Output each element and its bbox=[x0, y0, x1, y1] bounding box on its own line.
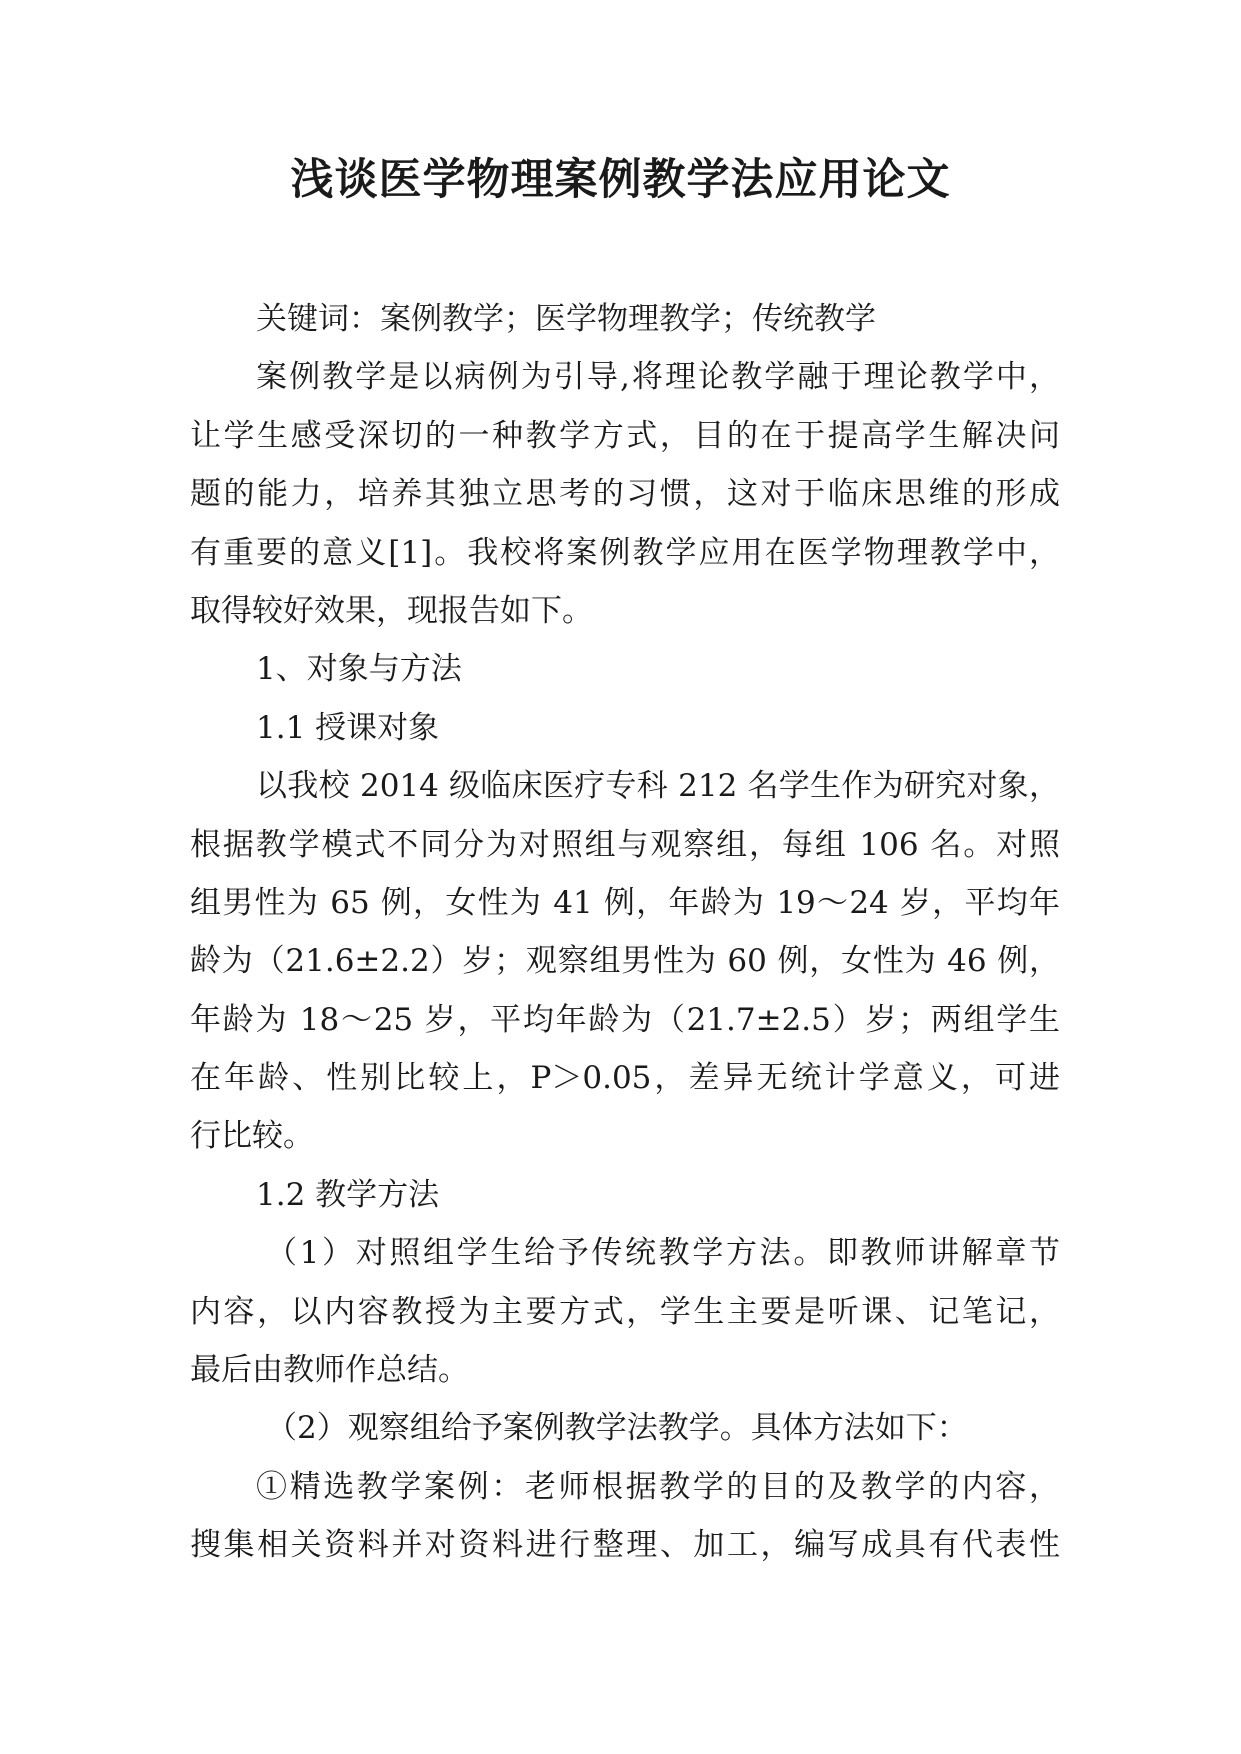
paragraph-line: 取得较好效果，现报告如下。 bbox=[190, 592, 593, 629]
document-title: 浅谈医学物理案例教学法应用论文 bbox=[290, 155, 951, 205]
paragraph-line: 案例教学是以病例为引导,将理论教学融于理论教学中， bbox=[256, 359, 1060, 396]
subsection-heading: 1.1 授课对象 bbox=[256, 709, 440, 746]
paragraph-line: 内容，以内容教授为主要方式，学生主要是听课、记笔记， bbox=[190, 1293, 1060, 1330]
paragraph-line: 龄为（21.6±2.2）岁；观察组男性为 60 例，女性为 46 例， bbox=[190, 943, 1060, 980]
paragraph-line: （1）对照组学生给予传统教学方法。即教师讲解章节 bbox=[266, 1235, 1060, 1272]
paragraph-line: ①精选教学案例：老师根据教学的目的及教学的内容， bbox=[256, 1468, 1060, 1505]
paragraph-line: 根据教学模式不同分为对照组与观察组，每组 106 名。对照 bbox=[190, 826, 1060, 863]
section-heading: 1、对象与方法 bbox=[256, 651, 462, 688]
keywords-line: 关键词：案例教学；医学物理教学；传统教学 bbox=[256, 301, 876, 337]
paragraph-line: 让学生感受深切的一种教学方式，目的在于提高学生解决问 bbox=[190, 417, 1060, 454]
paragraph-line: 有重要的意义[1]。我校将案例教学应用在医学物理教学中， bbox=[190, 534, 1060, 571]
paragraph-line: 最后由教师作总结。 bbox=[190, 1352, 469, 1389]
paragraph-line: 组男性为 65 例，女性为 41 例，年龄为 19～24 岁，平均年 bbox=[190, 884, 1060, 921]
paragraph-line: 题的能力，培养其独立思考的习惯，这对于临床思维的形成 bbox=[190, 476, 1060, 513]
paragraph-line: 以我校 2014 级临床医疗专科 212 名学生作为研究对象， bbox=[256, 768, 1060, 805]
paragraph-line: 年龄为 18～25 岁，平均年龄为（21.7±2.5）岁；两组学生 bbox=[190, 1001, 1060, 1038]
document-body bbox=[190, 290, 1060, 1575]
paragraph-line: （2）观察组给予案例教学法教学。具体方法如下： bbox=[266, 1410, 968, 1447]
subsection-heading: 1.2 教学方法 bbox=[256, 1176, 440, 1213]
paragraph-line: 在年龄、性别比较上，P＞0.05，差异无统计学意义，可进 bbox=[190, 1060, 1060, 1097]
paragraph-line: 搜集相关资料并对资料进行整理、加工，编写成具有代表性 bbox=[190, 1527, 1060, 1564]
paragraph-line: 行比较。 bbox=[190, 1118, 314, 1155]
